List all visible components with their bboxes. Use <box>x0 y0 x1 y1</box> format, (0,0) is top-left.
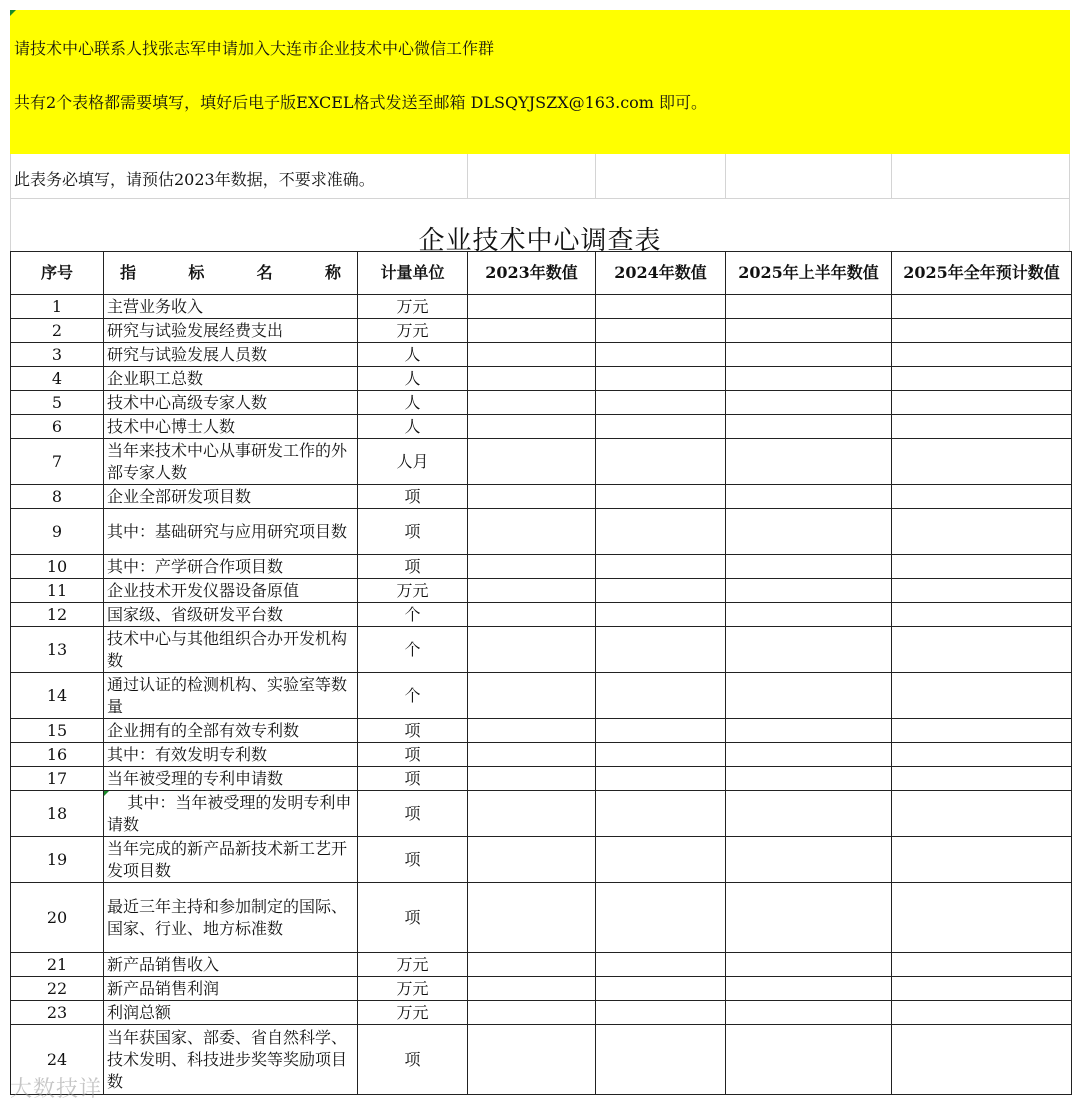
table-row <box>11 509 1072 555</box>
row-indicator-cell[interactable] <box>104 509 358 555</box>
value-2024-cell[interactable] <box>596 319 726 343</box>
row-seq-cell[interactable]: 4 <box>11 367 104 391</box>
value-2025-full-cell[interactable] <box>892 977 1072 1001</box>
row-indicator-text: 新产品销售收入 <box>107 954 220 974</box>
row-seq-cell[interactable]: 6 <box>11 415 104 439</box>
row-indicator-text: 研究与试验发展人员数 <box>107 344 268 364</box>
row-unit-cell[interactable]: 个 <box>358 603 468 627</box>
row-unit-cell[interactable]: 万元 <box>358 319 468 343</box>
row-indicator-text: 企业技术开发仪器设备原值 <box>107 580 300 600</box>
value-2025-h1-cell[interactable] <box>726 1001 892 1025</box>
row-unit-cell[interactable]: 人月 <box>358 439 468 485</box>
value-2025-full-cell[interactable] <box>892 439 1072 485</box>
row-seq-cell[interactable]: 7 <box>11 439 104 485</box>
table-row <box>11 391 1072 415</box>
value-2024-cell[interactable] <box>596 977 726 1001</box>
table-row <box>11 673 1072 719</box>
value-2024-cell[interactable] <box>596 837 726 883</box>
row-indicator-text: 技术中心与其他组织合办开发机构数 <box>107 628 348 670</box>
value-2024-cell[interactable] <box>596 883 726 953</box>
row-seq-cell[interactable]: 18 <box>11 791 104 837</box>
value-2023-cell[interactable] <box>468 953 596 977</box>
value-2024-cell[interactable] <box>596 1025 726 1095</box>
table-row <box>11 555 1072 579</box>
row-indicator-cell[interactable] <box>104 883 358 953</box>
row-unit-cell[interactable]: 项 <box>358 555 468 579</box>
value-2025-full-cell[interactable] <box>892 555 1072 579</box>
value-2025-h1-cell[interactable] <box>726 743 892 767</box>
value-2025-h1-cell[interactable] <box>726 1025 892 1095</box>
table-row <box>11 791 1072 837</box>
gridline <box>891 154 892 198</box>
value-2023-cell[interactable] <box>468 977 596 1001</box>
header-name-char: 名 <box>256 263 273 282</box>
value-2023-cell[interactable] <box>468 883 596 953</box>
row-unit-cell[interactable]: 个 <box>358 673 468 719</box>
row-indicator-text: 其中：当年被受理的发明专利申请数 <box>107 792 352 834</box>
row-unit-cell[interactable]: 万元 <box>358 295 468 319</box>
row-indicator-cell[interactable] <box>104 953 358 977</box>
value-2023-cell[interactable] <box>468 367 596 391</box>
header-2023[interactable]: 2023年数值 <box>468 252 596 295</box>
row-unit-cell[interactable]: 项 <box>358 509 468 555</box>
value-2023-cell[interactable] <box>468 791 596 837</box>
value-2025-full-cell[interactable] <box>892 579 1072 603</box>
table-row <box>11 439 1072 485</box>
value-2025-h1-cell[interactable] <box>726 485 892 509</box>
row-unit-cell[interactable]: 项 <box>358 485 468 509</box>
row-indicator-text: 企业职工总数 <box>107 368 204 388</box>
gridline <box>467 154 468 198</box>
row-indicator-cell[interactable] <box>104 1025 358 1095</box>
row-unit-cell[interactable]: 人 <box>358 343 468 367</box>
row-seq-cell[interactable]: 24 <box>11 1025 104 1095</box>
row-indicator-text: 通过认证的检测机构、实验室等数量 <box>107 674 348 716</box>
value-2024-cell[interactable] <box>596 743 726 767</box>
cell-comment-indicator-icon <box>10 10 16 16</box>
value-2023-cell[interactable] <box>468 673 596 719</box>
row-seq-cell[interactable]: 16 <box>11 743 104 767</box>
value-2025-full-cell[interactable] <box>892 837 1072 883</box>
header-2024[interactable]: 2024年数值 <box>596 252 726 295</box>
value-2024-cell[interactable] <box>596 485 726 509</box>
gridline <box>595 154 596 198</box>
row-indicator-text: 当年完成的新产品新技术新工艺开发项目数 <box>107 838 348 880</box>
value-2025-full-cell[interactable] <box>892 1025 1072 1095</box>
value-2025-h1-cell[interactable] <box>726 319 892 343</box>
row-seq-cell[interactable]: 12 <box>11 603 104 627</box>
value-2025-full-cell[interactable] <box>892 295 1072 319</box>
value-2023-cell[interactable] <box>468 719 596 743</box>
value-2024-cell[interactable] <box>596 343 726 367</box>
table-row <box>11 579 1072 603</box>
value-2024-cell[interactable] <box>596 367 726 391</box>
row-seq-cell[interactable]: 8 <box>11 485 104 509</box>
value-2024-cell[interactable] <box>596 953 726 977</box>
table-row <box>11 603 1072 627</box>
table-row <box>11 485 1072 509</box>
row-indicator-text: 研究与试验发展经费支出 <box>107 320 284 340</box>
row-indicator-text: 其中：基础研究与应用研究项目数 <box>107 521 348 541</box>
value-2025-full-cell[interactable] <box>892 319 1072 343</box>
value-2025-full-cell[interactable] <box>892 627 1072 673</box>
value-2024-cell[interactable] <box>596 579 726 603</box>
row-indicator-cell[interactable] <box>104 977 358 1001</box>
row-indicator-cell[interactable] <box>104 343 358 367</box>
watermark: 大数技详 <box>10 1077 103 1102</box>
value-2025-full-cell[interactable] <box>892 953 1072 977</box>
table-row <box>11 977 1072 1001</box>
row-indicator-cell[interactable] <box>104 719 358 743</box>
value-2023-cell[interactable] <box>468 439 596 485</box>
value-2024-cell[interactable] <box>596 555 726 579</box>
table-row <box>11 295 1072 319</box>
row-indicator-text: 利润总额 <box>107 1002 172 1022</box>
row-indicator-cell[interactable] <box>104 743 358 767</box>
row-seq-cell[interactable]: 15 <box>11 719 104 743</box>
row-seq-cell[interactable]: 20 <box>11 883 104 953</box>
value-2023-cell[interactable] <box>468 1025 596 1095</box>
header-row <box>11 252 1072 295</box>
row-indicator-cell[interactable] <box>104 295 358 319</box>
table-row <box>11 343 1072 367</box>
value-2025-h1-cell[interactable] <box>726 295 892 319</box>
row-seq-cell[interactable]: 5 <box>11 391 104 415</box>
value-2025-h1-cell[interactable] <box>726 439 892 485</box>
row-indicator-text: 国家级、省级研发平台数 <box>107 604 284 624</box>
row-unit-cell[interactable]: 项 <box>358 767 468 791</box>
value-2025-h1-cell[interactable] <box>726 673 892 719</box>
row-unit-cell[interactable]: 个 <box>358 627 468 673</box>
header-2025-h1[interactable]: 2025年上半年数值 <box>726 252 892 295</box>
value-2025-full-cell[interactable] <box>892 343 1072 367</box>
cell-comment-indicator-icon <box>104 791 109 796</box>
value-2024-cell[interactable] <box>596 767 726 791</box>
row-indicator-cell[interactable] <box>104 837 358 883</box>
value-2023-cell[interactable] <box>468 343 596 367</box>
value-2023-cell[interactable] <box>468 743 596 767</box>
row-unit-cell[interactable]: 项 <box>358 883 468 953</box>
value-2024-cell[interactable] <box>596 791 726 837</box>
value-2025-full-cell[interactable] <box>892 883 1072 953</box>
value-2025-full-cell[interactable] <box>892 767 1072 791</box>
gridline <box>10 198 1070 199</box>
row-unit-cell[interactable]: 项 <box>358 791 468 837</box>
value-2023-cell[interactable] <box>468 579 596 603</box>
note-row[interactable] <box>10 154 1070 198</box>
row-indicator-text: 技术中心高级专家人数 <box>107 392 268 412</box>
value-2024-cell[interactable] <box>596 627 726 673</box>
table-row <box>11 627 1072 673</box>
value-2023-cell[interactable] <box>468 415 596 439</box>
row-indicator-cell[interactable] <box>104 673 358 719</box>
value-2024-cell[interactable] <box>596 673 726 719</box>
row-indicator-text: 当年获国家、部委、省自然科学、技术发明、科技进步奖等奖励项目数 <box>107 1027 348 1091</box>
row-seq-cell[interactable]: 3 <box>11 343 104 367</box>
value-2025-full-cell[interactable] <box>892 367 1072 391</box>
value-2025-h1-cell[interactable] <box>726 977 892 1001</box>
row-indicator-text: 当年被受理的专利申请数 <box>107 768 284 788</box>
row-indicator-cell[interactable] <box>104 627 358 673</box>
value-2025-full-cell[interactable] <box>892 415 1072 439</box>
table-row <box>11 719 1072 743</box>
row-unit-cell[interactable]: 项 <box>358 837 468 883</box>
row-indicator-cell[interactable] <box>104 791 358 837</box>
row-seq-cell[interactable]: 10 <box>11 555 104 579</box>
row-indicator-cell[interactable] <box>104 415 358 439</box>
value-2023-cell[interactable] <box>468 295 596 319</box>
value-2024-cell[interactable] <box>596 1001 726 1025</box>
value-2024-cell[interactable] <box>596 391 726 415</box>
value-2025-h1-cell[interactable] <box>726 767 892 791</box>
row-indicator-cell[interactable] <box>104 555 358 579</box>
header-name-char: 称 <box>324 263 341 282</box>
value-2025-full-cell[interactable] <box>892 485 1072 509</box>
value-2023-cell[interactable] <box>468 319 596 343</box>
value-2023-cell[interactable] <box>468 603 596 627</box>
value-2025-full-cell[interactable] <box>892 509 1072 555</box>
row-indicator-text: 最近三年主持和参加制定的国际、国家、行业、地方标准数 <box>107 896 348 938</box>
row-seq-cell[interactable]: 13 <box>11 627 104 673</box>
value-2023-cell[interactable] <box>468 837 596 883</box>
value-2023-cell[interactable] <box>468 1001 596 1025</box>
row-indicator-text: 新产品销售利润 <box>107 978 220 998</box>
table-row <box>11 837 1072 883</box>
row-indicator-cell[interactable] <box>104 319 358 343</box>
header-name-char: 指 <box>120 263 137 282</box>
row-unit-cell[interactable]: 万元 <box>358 1001 468 1025</box>
value-2025-full-cell[interactable] <box>892 603 1072 627</box>
value-2025-h1-cell[interactable] <box>726 837 892 883</box>
row-unit-cell[interactable]: 项 <box>358 743 468 767</box>
row-indicator-text: 其中：产学研合作项目数 <box>107 556 284 576</box>
header-name-char: 标 <box>188 263 205 282</box>
row-indicator-text: 企业全部研发项目数 <box>107 486 252 506</box>
row-seq-cell[interactable]: 9 <box>11 509 104 555</box>
value-2023-cell[interactable] <box>468 391 596 415</box>
row-seq-cell[interactable]: 1 <box>11 295 104 319</box>
row-unit-cell[interactable]: 万元 <box>358 977 468 1001</box>
value-2024-cell[interactable] <box>596 603 726 627</box>
value-2025-h1-cell[interactable] <box>726 367 892 391</box>
row-unit-cell[interactable]: 项 <box>358 719 468 743</box>
row-indicator-text: 企业拥有的全部有效专利数 <box>107 720 300 740</box>
value-2025-h1-cell[interactable] <box>726 343 892 367</box>
value-2024-cell[interactable] <box>596 719 726 743</box>
value-2025-h1-cell[interactable] <box>726 509 892 555</box>
header-2025-full[interactable]: 2025年全年预计数值 <box>892 252 1072 295</box>
row-seq-cell[interactable]: 19 <box>11 837 104 883</box>
table-title: 企业技术中心调查表 <box>418 226 662 256</box>
value-2025-full-cell[interactable] <box>892 391 1072 415</box>
value-2025-h1-cell[interactable] <box>726 719 892 743</box>
row-seq-cell[interactable]: 11 <box>11 579 104 603</box>
header-indicator-name[interactable] <box>104 252 358 295</box>
row-indicator-cell[interactable] <box>104 603 358 627</box>
instruction-line-2: 共有2个表格都需要填写，填好后电子版EXCEL格式发送至邮箱 DLSQYJSZX@163.com 即可。 <box>14 93 708 112</box>
value-2025-h1-cell[interactable] <box>726 555 892 579</box>
row-seq-cell[interactable]: 22 <box>11 977 104 1001</box>
value-2023-cell[interactable] <box>468 767 596 791</box>
table-row <box>11 1001 1072 1025</box>
value-2025-full-cell[interactable] <box>892 791 1072 837</box>
value-2025-h1-cell[interactable] <box>726 627 892 673</box>
row-unit-cell[interactable]: 万元 <box>358 953 468 977</box>
value-2025-h1-cell[interactable] <box>726 953 892 977</box>
table-row <box>11 767 1072 791</box>
table-row <box>11 415 1072 439</box>
value-2024-cell[interactable] <box>596 415 726 439</box>
row-seq-cell[interactable]: 17 <box>11 767 104 791</box>
table-row <box>11 953 1072 977</box>
row-indicator-text: 主营业务收入 <box>107 296 204 316</box>
value-2025-h1-cell[interactable] <box>726 579 892 603</box>
instruction-line-1: 请技术中心联系人找张志军申请加入大连市企业技术中心微信工作群 <box>14 39 495 58</box>
row-indicator-cell[interactable] <box>104 579 358 603</box>
row-unit-cell[interactable]: 人 <box>358 391 468 415</box>
row-indicator-cell[interactable] <box>104 767 358 791</box>
table-row <box>11 743 1072 767</box>
gridline <box>725 154 726 198</box>
value-2024-cell[interactable] <box>596 439 726 485</box>
row-unit-cell[interactable]: 人 <box>358 367 468 391</box>
table-row <box>11 319 1072 343</box>
row-indicator-text: 当年来技术中心从事研发工作的外部专家人数 <box>107 440 348 482</box>
table-row <box>11 367 1072 391</box>
value-2023-cell[interactable] <box>468 627 596 673</box>
row-indicator-cell[interactable] <box>104 485 358 509</box>
note-text: 此表务必填写，请预估2023年数据，不要求准确。 <box>14 170 375 189</box>
table-row <box>11 1025 1072 1095</box>
row-unit-cell[interactable]: 项 <box>358 1025 468 1095</box>
value-2025-full-cell[interactable] <box>892 1001 1072 1025</box>
row-seq-cell[interactable]: 23 <box>11 1001 104 1025</box>
value-2023-cell[interactable] <box>468 485 596 509</box>
value-2025-h1-cell[interactable] <box>726 883 892 953</box>
value-2025-h1-cell[interactable] <box>726 415 892 439</box>
row-indicator-cell[interactable] <box>104 367 358 391</box>
value-2024-cell[interactable] <box>596 295 726 319</box>
value-2025-full-cell[interactable] <box>892 719 1072 743</box>
row-indicator-cell[interactable] <box>104 1001 358 1025</box>
row-unit-cell[interactable]: 万元 <box>358 579 468 603</box>
survey-table <box>10 251 1072 1095</box>
value-2025-h1-cell[interactable] <box>726 603 892 627</box>
row-unit-cell[interactable]: 人 <box>358 415 468 439</box>
instruction-banner <box>10 10 1070 154</box>
row-indicator-cell[interactable] <box>104 439 358 485</box>
row-indicator-text: 其中：有效发明专利数 <box>107 744 268 764</box>
row-seq-cell[interactable]: 14 <box>11 673 104 719</box>
value-2025-full-cell[interactable] <box>892 673 1072 719</box>
value-2025-h1-cell[interactable] <box>726 791 892 837</box>
row-indicator-cell[interactable] <box>104 391 358 415</box>
row-indicator-text: 技术中心博士人数 <box>107 416 236 436</box>
row-seq-cell[interactable]: 2 <box>11 319 104 343</box>
table-row <box>11 883 1072 953</box>
value-2023-cell[interactable] <box>468 555 596 579</box>
header-unit[interactable]: 计量单位 <box>358 252 468 295</box>
row-seq-cell[interactable]: 21 <box>11 953 104 977</box>
value-2024-cell[interactable] <box>596 509 726 555</box>
value-2025-full-cell[interactable] <box>892 743 1072 767</box>
value-2023-cell[interactable] <box>468 509 596 555</box>
value-2025-h1-cell[interactable] <box>726 391 892 415</box>
header-seq[interactable]: 序号 <box>11 252 104 295</box>
